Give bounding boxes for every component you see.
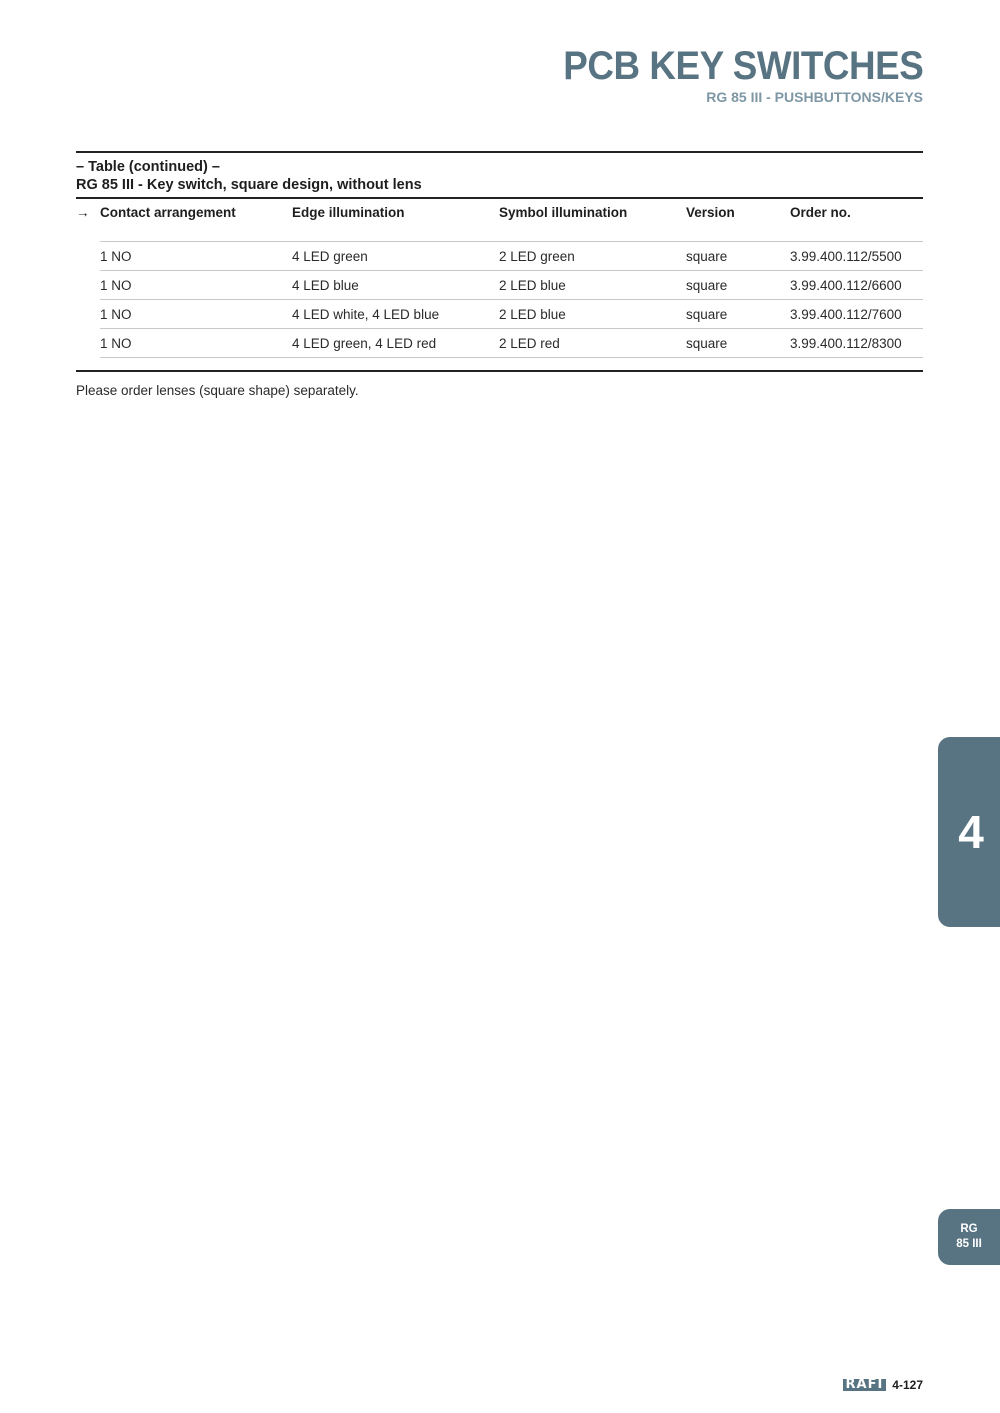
cell-version: square	[686, 300, 790, 329]
col-header-order: Order no.	[790, 205, 851, 220]
page-title: PCB KEY SWITCHES	[562, 44, 923, 88]
cell-order-no: 3.99.400.112/8300	[790, 329, 923, 358]
product-tab-line2: 85 III	[956, 1238, 982, 1250]
table-row	[76, 300, 923, 329]
order-note: Please order lenses (square shape) separately.	[76, 383, 359, 398]
cell-order-no: 3.99.400.112/6600	[790, 271, 923, 300]
col-header-version: Version	[686, 205, 735, 220]
product-tab	[938, 1209, 1000, 1265]
page-footer	[843, 1378, 924, 1392]
col-header-contact: Contact arrangement	[100, 205, 236, 220]
cell-version: square	[686, 242, 790, 271]
cell-symbol: 2 LED blue	[499, 300, 686, 329]
cell-contact: 1 NO	[100, 242, 292, 271]
table-header-row	[76, 199, 923, 229]
product-table-block	[76, 151, 923, 358]
table-caption	[76, 153, 923, 194]
arrow-icon: →	[76, 205, 90, 220]
cell-order-no: 3.99.400.112/7600	[790, 300, 923, 329]
cell-symbol: 2 LED green	[499, 242, 686, 271]
cell-version: square	[686, 329, 790, 358]
chapter-number: 4	[958, 806, 984, 858]
page-number: 4-127	[892, 1378, 923, 1392]
cell-order-no: 3.99.400.112/5500	[790, 242, 923, 271]
table-bottom-rule	[76, 370, 923, 372]
table-row	[76, 329, 923, 358]
table-row	[76, 271, 923, 300]
cell-edge: 4 LED green	[292, 242, 499, 271]
cell-symbol: 2 LED red	[499, 329, 686, 358]
cell-contact: 1 NO	[100, 329, 292, 358]
col-header-edge: Edge illumination	[292, 205, 405, 220]
page-subtitle: RG 85 III - PUSHBUTTONS/KEYS	[706, 89, 923, 105]
order-table	[76, 199, 923, 358]
cell-contact: 1 NO	[100, 271, 292, 300]
product-tab-line1: RG	[960, 1223, 978, 1235]
cell-version: square	[686, 271, 790, 300]
cell-contact: 1 NO	[100, 300, 292, 329]
table-continued-label: – Table (continued) –	[76, 159, 220, 175]
chapter-tab	[938, 737, 1000, 927]
col-header-symbol: Symbol illumination	[499, 205, 628, 220]
cell-edge: 4 LED white, 4 LED blue	[292, 300, 499, 329]
page-header	[532, 44, 923, 106]
table-title: RG 85 III - Key switch, square design, without lens	[76, 177, 422, 193]
cell-symbol: 2 LED blue	[499, 271, 686, 300]
cell-edge: 4 LED green, 4 LED red	[292, 329, 499, 358]
cell-edge: 4 LED blue	[292, 271, 499, 300]
rafi-logo: RAFI	[843, 1379, 887, 1391]
table-row	[76, 242, 923, 271]
